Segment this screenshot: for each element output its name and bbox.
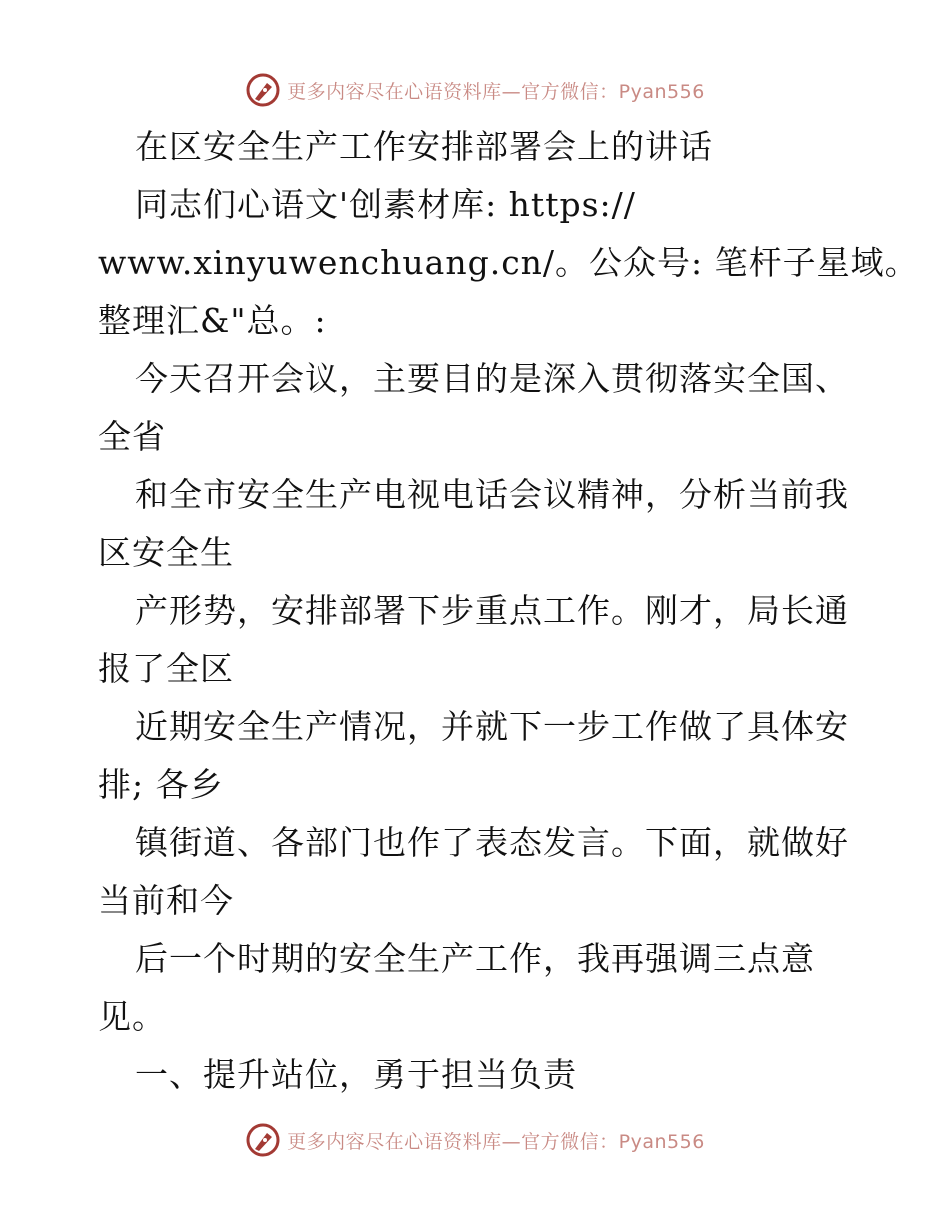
text-line: 报了全区	[98, 649, 234, 688]
text-line: 同志们心语文'创素材库: https://	[135, 185, 636, 224]
footer-watermark-banner	[0, 1120, 950, 1160]
text-line: 后一个时期的安全生产工作，我再强调三点意	[135, 939, 815, 978]
text-line: 当前和今	[98, 881, 234, 920]
text-line: 全省	[98, 417, 166, 456]
header-watermark-banner	[0, 70, 950, 110]
text-line: 见。	[98, 997, 166, 1036]
text-line: www.xinyuwenchuang.cn/。公众号: 笔杆子星域。	[98, 243, 919, 282]
text-line: 区安全生	[98, 533, 234, 572]
text-line: 产形势，安排部署下步重点工作。刚才，局长通	[135, 591, 849, 630]
header-watermark-text: 更多内容尽在心语资料库—官方微信：Pyan556	[287, 80, 705, 103]
text-line: 镇街道、各部门也作了表态发言。下面，就做好	[135, 823, 849, 862]
text-line: 近期安全生产情况，并就下一步工作做了具体安	[135, 707, 849, 746]
text-line: 排; 各乡	[98, 765, 224, 804]
text-line: 今天召开会议，主要目的是深入贯彻落实全国、	[135, 359, 849, 398]
pen-nib-logo-icon	[245, 1122, 281, 1158]
document-title: 在区安全生产工作安排部署会上的讲话	[135, 127, 713, 166]
text-line: 整理汇&"总。:	[98, 301, 327, 340]
footer-watermark-text: 更多内容尽在心语资料库—官方微信：Pyan556	[287, 1130, 705, 1153]
pen-nib-logo-icon	[245, 72, 281, 108]
section-heading: 一、提升站位，勇于担当负责	[135, 1055, 577, 1094]
text-line: 和全市安全生产电视电话会议精神，分析当前我	[135, 475, 849, 514]
